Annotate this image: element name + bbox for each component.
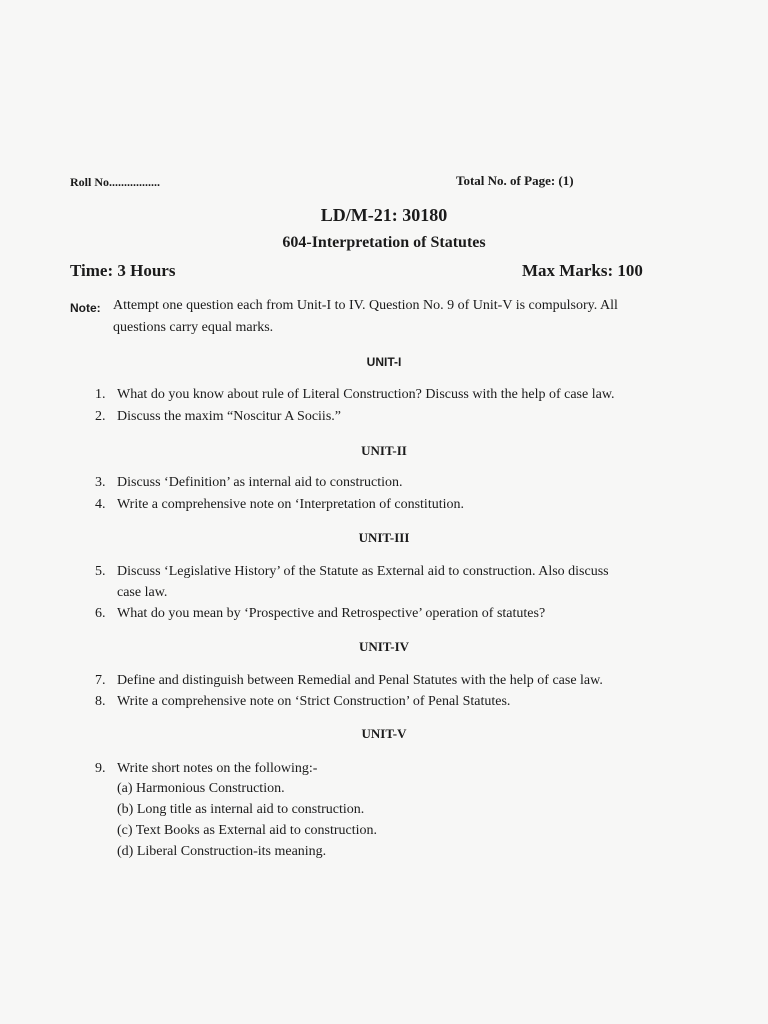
question-text: Write a comprehensive note on ‘Interpretation of constitution. [117, 497, 464, 512]
subpart-item: (d) Liberal Construction-its meaning. [117, 844, 327, 859]
note-line-1: Attempt one question each from Unit-I to IV. Question No. 9 of Unit-V is compulsory. All [113, 298, 618, 313]
note-line-2: questions carry equal marks. [113, 320, 274, 335]
unit-3-heading: UNIT-III [358, 530, 410, 545]
question-text: Discuss ‘Definition’ as internal aid to construction. [117, 475, 403, 490]
question-number: 7. [95, 673, 106, 688]
note-label: Note: [70, 301, 101, 315]
time-allowed: Time: 3 Hours [70, 261, 176, 280]
question-number: 6. [95, 606, 106, 621]
question-number: 8. [95, 694, 106, 709]
question-number: 5. [95, 564, 106, 579]
roll-no: Roll No................. [70, 175, 160, 189]
subpart-item: (b) Long title as internal aid to construction. [117, 802, 365, 817]
question-number: 3. [95, 475, 106, 490]
total-pages: Total No. of Page: (1) [456, 173, 574, 188]
question-text: Discuss ‘Legislative History’ of the Statute as External aid to construction. Also discuss [117, 564, 609, 579]
question-text-continued: case law. [117, 585, 168, 600]
question-text: What do you mean by ‘Prospective and Retrospective’ operation of statutes? [117, 606, 546, 621]
question-number: 9. [95, 761, 106, 776]
question-text: Define and distinguish between Remedial and Penal Statutes with the help of case law. [117, 673, 603, 688]
question-text: Write short notes on the following:- [117, 761, 318, 776]
subpart-item: (c) Text Books as External aid to construction. [117, 823, 378, 838]
max-marks: Max Marks: 100 [522, 261, 643, 280]
question-number: 2. [95, 409, 106, 424]
paper-code: LD/M-21: 30180 [320, 205, 448, 225]
subpart-item: (a) Harmonious Construction. [117, 781, 285, 796]
unit-5-heading: UNIT-V [361, 726, 407, 741]
question-text: Discuss the maxim “Noscitur A Sociis.” [117, 409, 341, 424]
question-number: 1. [95, 387, 106, 402]
question-text: What do you know about rule of Literal Construction? Discuss with the help of case law. [117, 387, 615, 402]
unit-4-heading: UNIT-IV [358, 639, 410, 654]
question-text: Write a comprehensive note on ‘Strict Construction’ of Penal Statutes. [117, 694, 511, 709]
question-number: 4. [95, 497, 106, 512]
unit-2-heading: UNIT-II [361, 443, 407, 458]
subject-title: 604-Interpretation of Statutes [282, 234, 486, 251]
unit-1-heading: UNIT-I [366, 355, 402, 369]
